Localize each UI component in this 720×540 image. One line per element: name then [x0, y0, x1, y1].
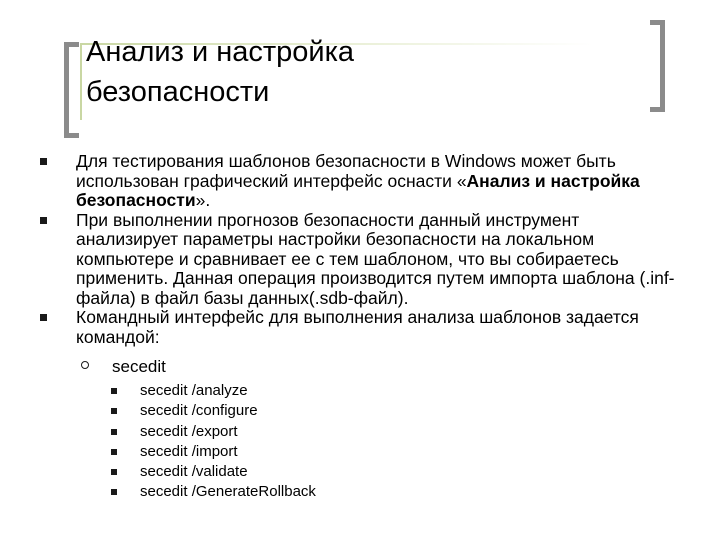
command-item	[40, 381, 680, 401]
command-item	[40, 482, 680, 502]
slide-title	[86, 32, 606, 112]
command-text: secedit /GenerateRollback	[140, 483, 316, 501]
command-list	[40, 381, 680, 503]
command-text: secedit /validate	[140, 463, 248, 481]
bullet-text-prefix: Для тестирования шаблонов безопасности в Windows может быть использован графический интерфейс оснасти «	[76, 151, 616, 191]
square-bullet-icon	[40, 217, 47, 224]
square-bullet-icon	[111, 489, 117, 495]
command-text: secedit /configure	[140, 402, 258, 420]
bullet-text: Командный интерфейс для выполнения анализа шаблонов задается командой:	[76, 307, 639, 347]
right-bracket-decoration	[650, 20, 665, 112]
bullet-text-bold: Анализ и настройка безопасности	[76, 170, 640, 210]
square-bullet-icon	[111, 408, 117, 414]
square-bullet-icon	[111, 429, 117, 435]
command-item	[40, 442, 680, 462]
sub-bullet-text: secedit	[112, 357, 166, 376]
bullet-item	[40, 152, 680, 211]
bullet-text-suffix: ».	[195, 190, 211, 210]
square-bullet-icon	[111, 469, 117, 475]
square-bullet-icon	[111, 388, 117, 394]
command-item	[40, 462, 680, 482]
left-bracket-decoration	[64, 42, 79, 138]
command-text: secedit /import	[140, 442, 238, 460]
square-bullet-icon	[111, 449, 117, 455]
title-line-1: Анализ и настройка	[86, 36, 355, 68]
title-accent-vertical	[80, 44, 82, 120]
command-item	[40, 422, 680, 442]
command-item	[40, 401, 680, 421]
slide-body	[40, 152, 680, 503]
command-text: secedit /analyze	[140, 382, 248, 399]
bullet-item	[40, 308, 680, 347]
square-bullet-icon	[40, 158, 47, 165]
command-text: secedit /export	[140, 422, 238, 440]
sub-bullet-item	[40, 357, 680, 377]
bullet-text	[76, 152, 680, 211]
square-bullet-icon	[40, 314, 47, 321]
circle-bullet-icon	[81, 361, 89, 369]
bullet-item	[40, 211, 680, 309]
title-line-2: безопасности	[86, 76, 270, 108]
bullet-text: При выполнении прогнозов безопасности данный инструмент анализирует параметры настройки безопасности на локальном компьютере и сравнивает ее с тем шаблоном, что вы собираетесь применить. Данная операция производится путем импорта шаблона (.inf-файла) в файл базы данных(.sdb-файл).	[76, 209, 675, 308]
